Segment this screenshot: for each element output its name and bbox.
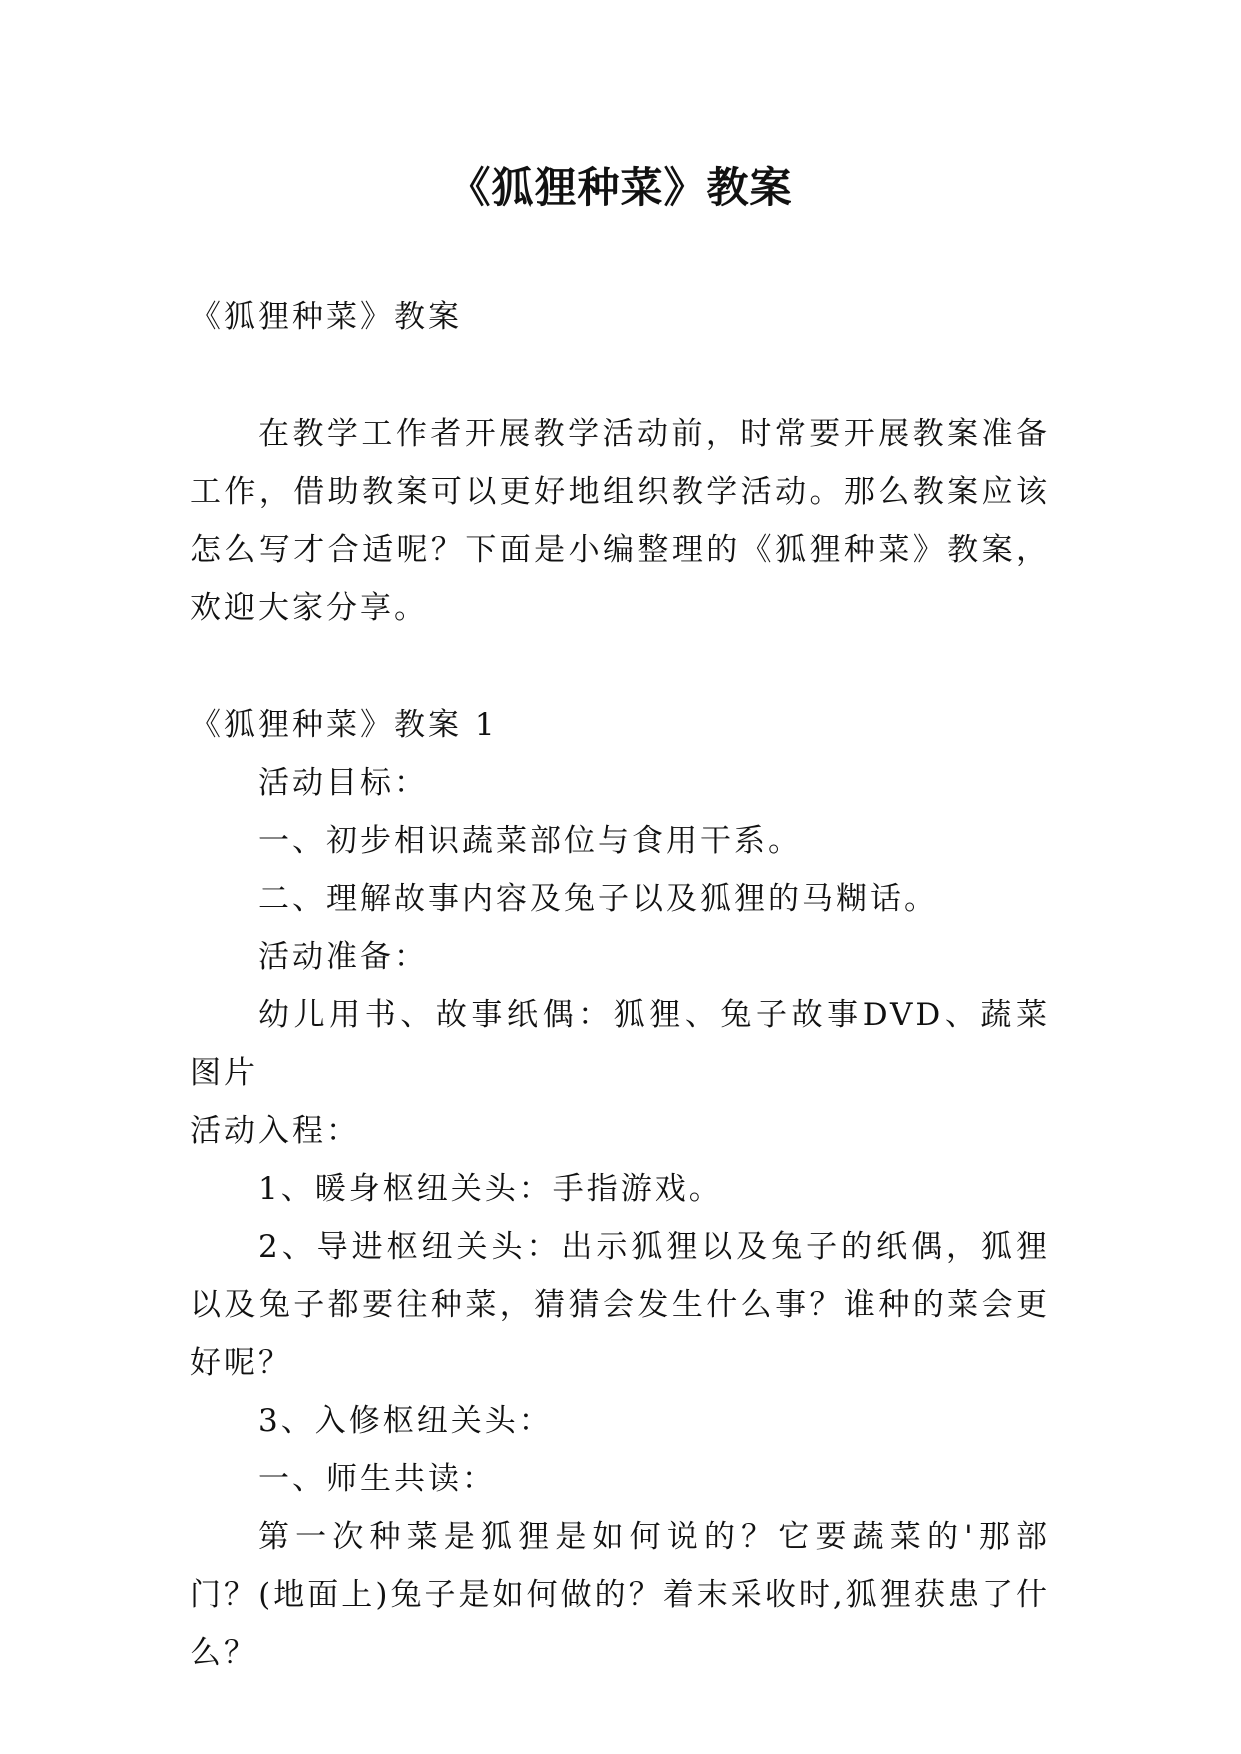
paragraph: 活动准备： — [258, 939, 428, 975]
paragraph: 一、初步相识蔬菜部位与食用干系。 — [258, 823, 802, 859]
paragraph: 第一次种菜是狐狸是如何说的？它要蔬菜的'那部门？(地面上)兔子是如何做的？着末采收时,狐狸获患了什么？ — [190, 1519, 1050, 1671]
paragraph: 幼儿用书、故事纸偶：狐狸、兔子故事DVD、蔬菜图片 — [190, 997, 1050, 1091]
paragraph: 活动目标： — [258, 765, 428, 801]
paragraph: 一、师生共读： — [258, 1461, 496, 1497]
paragraph: 1、暖身枢纽关头：手指游戏。 — [258, 1171, 723, 1207]
paragraph: 活动入程： — [190, 1113, 360, 1149]
paragraph: 二、理解故事内容及兔子以及狐狸的马糊话。 — [258, 881, 938, 917]
paragraph: 3、入修枢纽关头： — [258, 1403, 553, 1439]
intro-paragraph: 在教学工作者开展教学活动前，时常要开展教案准备工作，借助教案可以更好地组织教学活动。那么教案应该怎么写才合适呢？下面是小编整理的《狐狸种菜》教案，欢迎大家分享。 — [190, 416, 1050, 626]
lesson-section — [190, 696, 1050, 1682]
paragraph: 2、导进枢纽关头：出示狐狸以及兔子的纸偶，狐狸以及兔子都要往种菜，猜猜会发生什么事？谁种的菜会更好呢？ — [190, 1229, 1050, 1381]
document-subtitle: 《狐狸种菜》教案 — [190, 299, 462, 335]
document-title: 《狐狸种菜》教案 — [448, 163, 793, 212]
lesson-heading: 《狐狸种菜》教案 1 — [190, 707, 498, 743]
